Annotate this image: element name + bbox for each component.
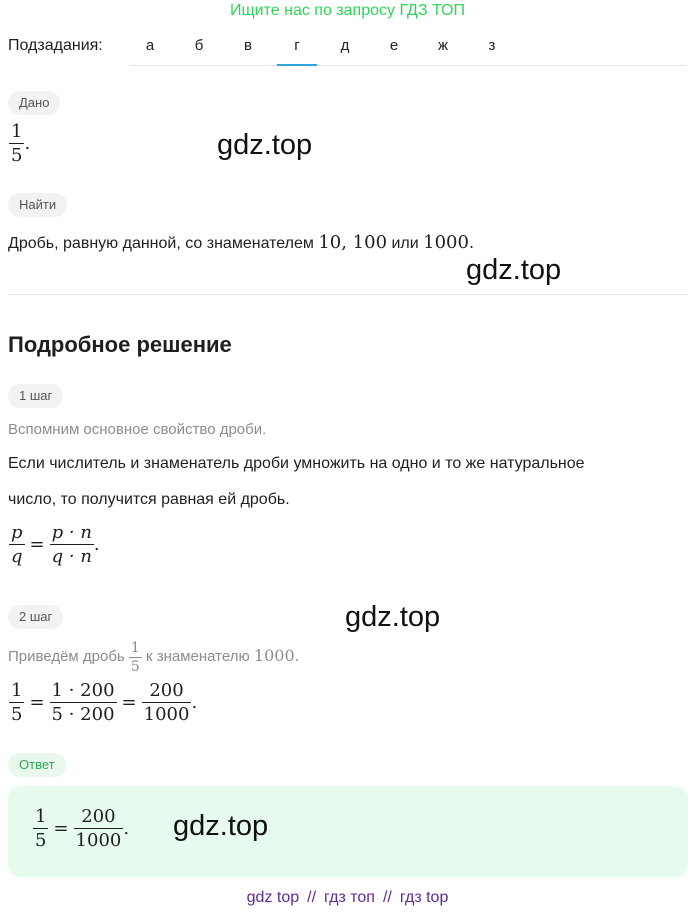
fraction-denominator: 5: [11, 145, 23, 166]
fraction-numerator: p · n: [51, 522, 92, 543]
fraction-denominator: q · n: [51, 546, 92, 567]
step2-hint-fraction: [129, 640, 142, 675]
fraction-denominator: 5: [35, 830, 47, 851]
answer-badge: Ответ: [8, 753, 66, 777]
fraction-1-5: [33, 806, 48, 851]
fraction-numerator: 200: [74, 806, 124, 829]
section-divider: [8, 294, 688, 295]
fraction-numerator: p: [11, 522, 23, 543]
footer-separator: //: [307, 889, 317, 906]
fraction-numerator: 1: [11, 680, 23, 701]
footer-link-3[interactable]: гдз top: [399, 889, 449, 906]
find-last-number: 1000: [423, 232, 469, 253]
given-formula: [9, 121, 30, 166]
step2-hint-period: .: [294, 647, 300, 665]
period: .: [123, 818, 130, 839]
subtask-tabs: [130, 36, 686, 66]
fraction-pn-qn: [50, 522, 94, 567]
find-badge: Найти: [8, 193, 67, 217]
fraction-denominator: 1000: [143, 704, 190, 725]
step2-hint-after: к знаменателю: [146, 648, 250, 665]
fraction-200-1000: [142, 680, 192, 725]
fraction-denominator: 5: [130, 658, 140, 675]
find-text-main: Дробь, равную данной, со знаменателем: [8, 235, 314, 252]
footer-separator: //: [382, 889, 392, 906]
fraction-numerator: 200: [142, 680, 192, 703]
fraction-numerator: 1: [11, 121, 23, 142]
given-fraction: [9, 121, 24, 166]
step2-hint: [8, 634, 299, 679]
answer-formula: [33, 806, 129, 851]
tab-b[interactable]: б: [194, 37, 204, 54]
watermark: gdz.top: [466, 254, 562, 286]
fraction-1-5: [9, 680, 24, 725]
period: .: [191, 692, 198, 713]
find-period: .: [468, 233, 475, 252]
step1-text-line2: число, то получится равная ей дробь.: [8, 491, 290, 508]
step1-text-line1: Если числитель и знаменатель дроби умножить на одно и то же натуральное: [8, 455, 585, 472]
period: .: [93, 534, 100, 555]
footer-link-1[interactable]: gdz top: [246, 889, 300, 906]
tab-e[interactable]: е: [389, 37, 399, 54]
fraction-numerator: 1 · 200: [51, 680, 115, 701]
solution-title: Подробное решение: [8, 332, 232, 357]
equals-sign: =: [29, 692, 45, 713]
step1-badge: 1 шаг: [8, 384, 63, 408]
footer-link-2[interactable]: гдз топ: [324, 889, 375, 906]
fraction-numerator: 1: [130, 639, 140, 656]
step1-hint: Вспомним основное свойство дроби.: [8, 421, 267, 438]
tab-a[interactable]: а: [145, 37, 155, 54]
tab-g[interactable]: г: [277, 36, 317, 66]
fraction-numerator: 1: [35, 806, 47, 827]
find-numbers: 10, 100: [318, 232, 388, 253]
promo-banner[interactable]: Ищите нас по запросу ГДЗ ТОП: [230, 2, 465, 19]
watermark: gdz.top: [217, 129, 313, 161]
equals-sign: =: [53, 818, 69, 839]
fraction-denominator: 5 · 200: [51, 704, 115, 725]
equals-sign: =: [121, 692, 137, 713]
fraction-200-1000: [74, 806, 124, 851]
find-text: [8, 232, 474, 253]
watermark: gdz.top: [345, 601, 441, 633]
equals-sign: =: [29, 534, 45, 555]
find-or: или: [391, 235, 419, 252]
fraction-denominator: q: [11, 546, 23, 567]
period: .: [24, 133, 31, 154]
subtasks-label: Подзадания:: [8, 37, 103, 54]
tab-v[interactable]: в: [244, 37, 252, 54]
step1-formula: [9, 522, 100, 567]
given-badge: Дано: [8, 91, 60, 115]
step2-formula: [9, 680, 197, 725]
fraction-expanded: [50, 680, 117, 725]
tab-d[interactable]: д: [340, 37, 350, 54]
fraction-denominator: 5: [11, 704, 23, 725]
footer-links: [0, 889, 695, 907]
step2-badge: 2 шаг: [8, 605, 63, 629]
fraction-denominator: 1000: [75, 830, 122, 851]
watermark: gdz.top: [173, 810, 269, 842]
fraction-p-q: [9, 522, 25, 567]
step2-hint-number: 1000: [253, 646, 295, 665]
step2-hint-before: Приведём дробь: [8, 648, 125, 665]
tab-zh[interactable]: ж: [437, 37, 449, 54]
tab-z[interactable]: з: [488, 37, 496, 54]
